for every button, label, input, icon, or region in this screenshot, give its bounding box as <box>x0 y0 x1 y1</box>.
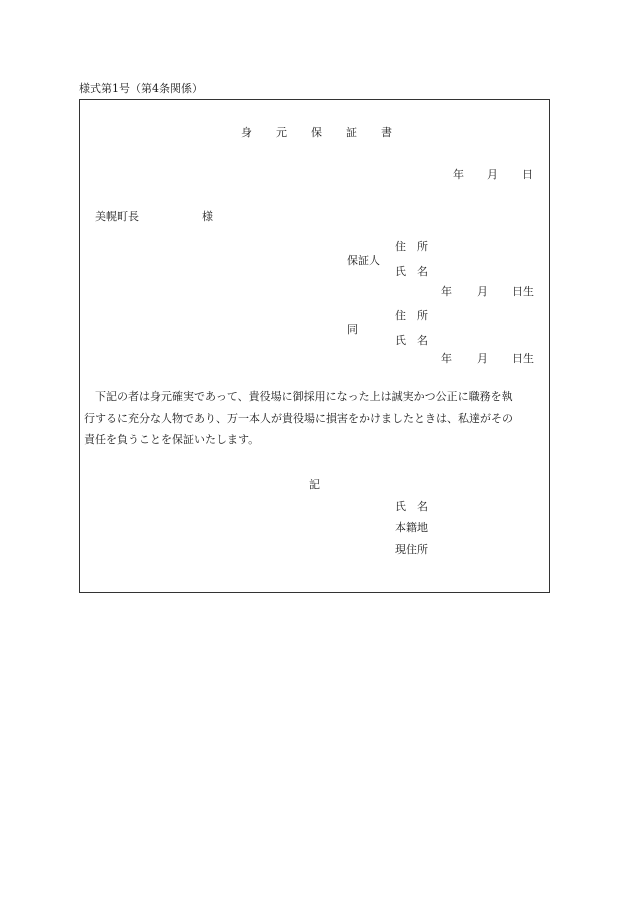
guarantee-statement <box>84 386 547 451</box>
guarantor1-birth-day: 日生 <box>512 285 534 298</box>
guarantor2-address-label: 所 <box>417 309 428 322</box>
title-char: 保 <box>311 126 322 139</box>
addressee-honorific: 様 <box>202 210 213 223</box>
person-domicile-label: 本籍地 <box>395 521 428 534</box>
guarantor1-address-label: 所 <box>417 240 428 253</box>
guarantor2-birth-day: 日生 <box>512 352 534 365</box>
guarantor1-address-label: 住 <box>395 240 406 253</box>
guarantor1-birth-year: 年 <box>441 285 452 298</box>
guarantor2-name-label: 氏 <box>395 334 406 347</box>
person-name-label: 名 <box>417 500 428 513</box>
guarantee-form <box>79 99 550 593</box>
form-number: 様式第1号（第4条関係） <box>79 82 203 95</box>
title-char: 証 <box>346 126 357 139</box>
title-char: 書 <box>381 126 392 139</box>
date-day: 日 <box>522 168 533 181</box>
addressee-name: 美幌町長 <box>95 210 139 223</box>
guarantor2-name-label: 名 <box>417 334 428 347</box>
guarantor1-label: 保証人 <box>347 254 380 267</box>
guarantor2-birth-month: 月 <box>477 352 488 365</box>
ki-heading: 記 <box>309 478 320 491</box>
title-char: 身 <box>241 126 252 139</box>
guarantor2-address-label: 住 <box>395 309 406 322</box>
date-month: 月 <box>487 168 498 181</box>
person-current-address-label: 現住所 <box>395 543 428 556</box>
statement-line: 下記の者は身元確実であって、貴役場に御採用になった上は誠実かつ公正に職務を執 <box>84 390 513 403</box>
guarantor2-label: 同 <box>347 323 358 336</box>
guarantor1-birth-month: 月 <box>477 285 488 298</box>
title-char: 元 <box>276 126 287 139</box>
guarantor1-name-label: 氏 <box>395 265 406 278</box>
date-year: 年 <box>453 168 464 181</box>
statement-line: 行するに充分な人物であり、万一本人が貴役場に損害をかけましたときは、私達がその <box>84 411 513 425</box>
guarantor1-name-label: 名 <box>417 265 428 278</box>
statement-line: 責任を負うことを保証いたします。 <box>84 433 260 446</box>
guarantor2-birth-year: 年 <box>441 352 452 365</box>
person-name-label: 氏 <box>395 500 406 513</box>
